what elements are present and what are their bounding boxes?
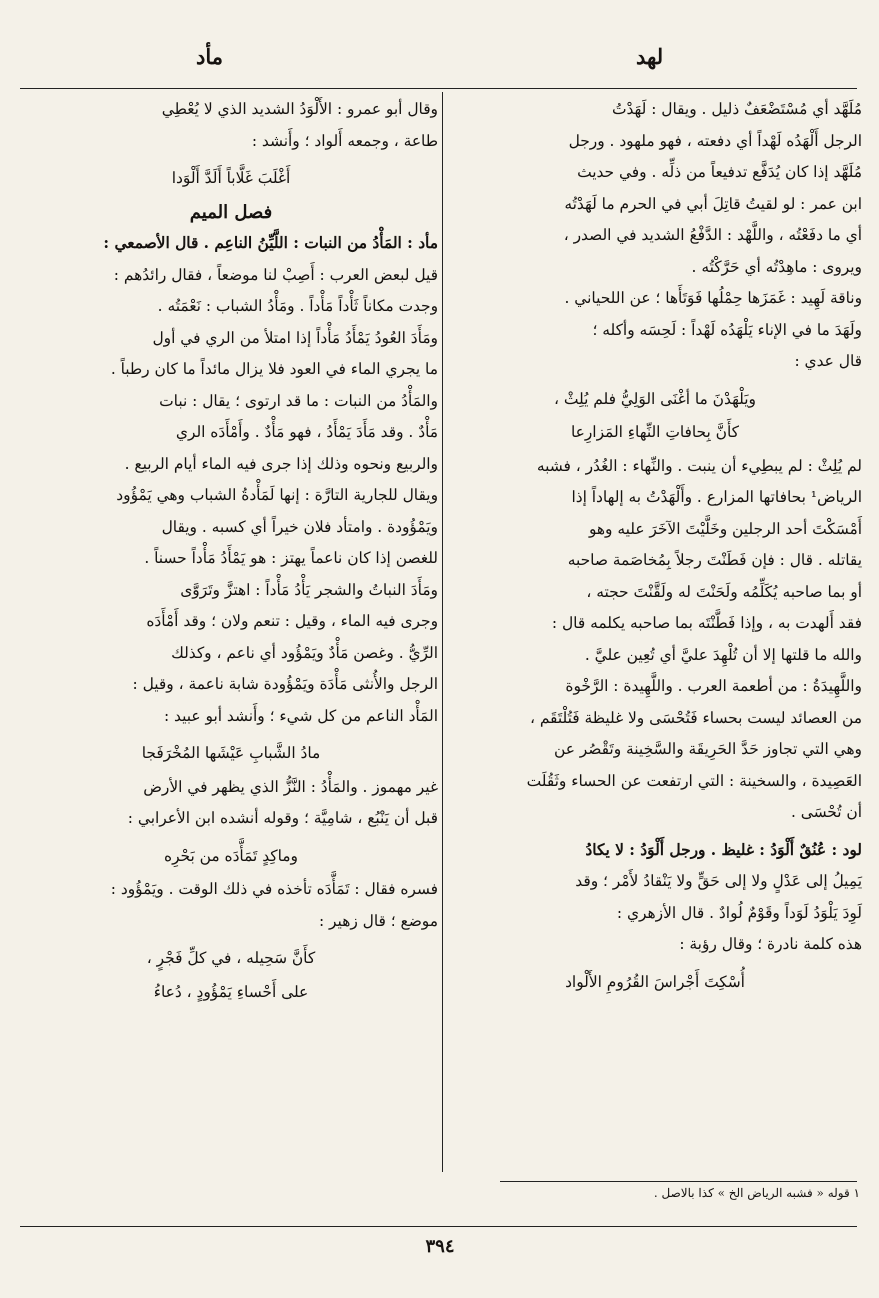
text-line: ما يجري الماء في العود فلا يزال مائداً ما كان رطباً . <box>110 360 438 378</box>
text-line: لم يُلِثْ : لم يبطِيء أن ينبت . والنِّهاء : الغُدُر ، فشبه <box>536 456 862 475</box>
text-line: الرجل والأُنثى مَأْدَة ويَمْؤُودة شابة ناعمة ، وقيل : <box>132 675 438 693</box>
text-line: لود : عُنُقٌ أَلْوَدُ : غليظ . ورجل أَلْوَدُ : لا يكادُ <box>585 840 862 859</box>
text-line: واللَّهِيدَةُ : من أطعمة العرب . واللَّهِيدة : الرَّخْوة <box>565 677 862 695</box>
text-line: مُلَهَّد أي مُسْتَضْعَفٌ ذليل . ويقال : لَهَدْتُ <box>611 100 862 118</box>
text-line: وجدت مكاناً ثَأْداً مَأْداً . ومَأْدُ الشباب : نَعْمَتُه . <box>157 297 438 315</box>
text-line: قبل أن يَنْبُع ، شامِيَّة ؛ وقوله أنشده ابن الأعرابي : <box>127 809 438 827</box>
section-title: فصل الميم <box>189 201 273 223</box>
text-line: وقال أبو عمرو : الأَلْوَدُ الشديد الذي لا يُعْطِي <box>161 100 438 118</box>
text-line: والله ما قلتها إلا أن تُلْهِدَ عليَّ أي تُعِين عليَّ . <box>584 645 862 664</box>
text-line: الرياض¹ بحافاتها المزارع . وأَلْهَدْتُ به إلهاداً إذا <box>571 488 862 506</box>
text-line: وناقة لَهِيد : غَمَزَها حِمْلُها فَوَتَأَها ؛ عن اللحياني . <box>564 289 862 307</box>
verse-line: أَغْلَبَ غَلَّاباً أَلَدَّ أَلْوَدا <box>171 169 291 187</box>
top-rule <box>20 88 857 89</box>
text-line: مَأْدٌ . وقد مَأَدَ يَمْأَدُ ، فهو مَأْدٌ . وأَمْأَدَه الري <box>175 423 438 441</box>
text-line: وهي التي تجاوز حَدَّ الحَرِيقَة والسَّخِينة وتَقْصُر عن <box>554 740 862 758</box>
footnote-rule <box>500 1181 857 1182</box>
running-head-left: مأد <box>196 44 223 69</box>
mad-entry <box>24 228 438 732</box>
text-line: أو بما صاحبه يُكَلِّمُه ولَحَنْتَ له ولَقَّنْتَ حجته ، <box>586 582 862 601</box>
text-line: ويَمْؤُودة . وامتأد فلان خيراً أي كسبه . ويقال <box>161 517 438 536</box>
text-line: ويقال للجارية التارَّة : إنها لَمَأْدةُ الشباب وهي يَمْؤُود <box>116 486 438 504</box>
text-line: طاعة ، وجمعه أَلواد ؛ وأَنشد : <box>251 131 438 150</box>
verse-line: كأَنَّ بِحافاتِ النِّهاءِ المَزارِعا <box>570 423 739 441</box>
text-line: هذه كلمة نادرة ؛ وقال رؤبة : <box>679 935 862 953</box>
text-line: غير مهموز . والمَأْدُ : النَّزُّ الذي يظهر في الأرض <box>143 777 438 796</box>
text-line: ويروى : ماهِدْتُه أي حَرَّكْتُه . <box>691 257 862 276</box>
text-line: والربيع ونحوه وذلك إذا جرى فيه الماء أيام الربيع . <box>124 454 438 473</box>
page-number: ٣٩٤ <box>425 1236 455 1257</box>
text-line: قال عدي : <box>794 352 862 370</box>
lhd-entry <box>448 94 862 378</box>
text-line: لَوِدَ يَلْوَدُ لَوَداً وقَوْمٌ لُوادٌ . قال الأزهري : <box>616 903 862 922</box>
footnote: ١ قوله « فشبه الرياض الخ » كذا بالاصل . <box>653 1186 860 1200</box>
left-column <box>24 94 438 1010</box>
bottom-rule <box>20 1226 857 1227</box>
verse-line: على أَحْساءِ يَمْؤُودٍ ، دُعاءُ <box>153 982 309 1001</box>
text-line: ومَأَدَ العُودُ يَمْأَدُ مَأْداً إذا امتلأ من الري في أول <box>152 328 438 347</box>
text-line: الرِّيُّ . وغصن مَأْدٌ ويَمْؤُود أي ناعم ، وكذلك <box>171 643 438 662</box>
right-column <box>448 94 862 1000</box>
text-line: مأد : المَأْدُ من النبات : اللَّيِّنُ الناعِم . قال الأصمعي : <box>103 234 438 252</box>
lhd-entry-continued <box>448 451 862 829</box>
text-line: المَأْد الناعم من كل شيء ؛ وأَنشد أبو عبيد : <box>163 706 438 725</box>
text-line: وجرى فيه الماء ، وقيل : تنعم ولان ؛ وقد أَمْأَدَه <box>146 612 438 630</box>
text-line: أَمْسَكْتَ أحد الرجلين وخَلَّيْتَ الآخَرَ عليه وهو <box>588 519 862 538</box>
text-line: والمَأْدُ من النبات : ما قد ارتوى ؛ يقال : نبات <box>159 391 438 410</box>
text-line: الرجل أَلْهَدُه لَهْداً أي دفعته ، فهو ملهود . ورجل <box>568 131 862 150</box>
text-line: فسره فقال : تَمَأَّدَه تأخذه في ذلك الوقت . ويَمْؤُود : <box>110 880 438 898</box>
text-line: ابن عمر : لو لقيتُ قاتِلَ أبي في الحرم ما لَهَدْتُه <box>564 194 862 213</box>
verse-line: كأَنَّ سَحِيله ، في كلِّ فَجْرٍ ، <box>146 949 316 967</box>
text-line: قيل لبعض العرب : أَصِبْ لنا موضعاً ، فقال رائدُهم : <box>113 265 438 284</box>
text-line: من العصائد ليست بحساء فَتُحْسَى ولا غليظة فَتُلْتَقَم ، <box>529 708 862 727</box>
running-head-right: لهد <box>636 44 664 69</box>
text-line: العَصِيدة ، والسخينة : التي ارتفعت عن الحساء وثَقُلَت <box>526 771 862 790</box>
text-line: موضع ؛ قال زهير : <box>318 911 438 930</box>
verse-line: ويَلْهَدْنَ ما أغْنَى الوَلِيُّ فلم يُلِثْ ، <box>554 389 756 408</box>
text-line: ولَهَدَ ما في الإناء يَلْهَدُه لَهْداً : لَحِسَه وأكله ؛ <box>592 320 862 339</box>
text-line: يَمِيلُ إلى عَدْلٍ ولا إلى حَقٍّ ولا يَنْقادُ لأَمْر ؛ وقد <box>575 872 862 890</box>
text-line: مُلَهَّد إذا كان يُدَفَّع تدفيعاً من ذلِّه . وفي حديث <box>577 163 862 181</box>
verse-line: مادُ الشَّبابِ عَيْشَها المُخْرَفَجا <box>141 744 321 762</box>
column-divider <box>442 92 443 1172</box>
lwd-entry <box>448 835 862 961</box>
verse-line: وماكِدٍ تَمَأَّدَه من بَحْرِه <box>164 846 298 865</box>
verse-line: أُسْكِتَ أَجْراسَ القُرُومِ الأَلْواد <box>565 972 745 991</box>
text-line: للغصن إذا كان ناعماً يهتز : هو يَمْأَدُ مَأْداً حسناً . <box>144 549 438 567</box>
text-line: ومَأَدَ النباتُ والشجر يَأْدُ مَأْداً : اهتزَّ وتَرَوَّى <box>180 580 438 599</box>
text-line: فقد أَلهدت به ، وإذا فَطَّنْتَه بما صاحبه يكلمه قال : <box>551 614 862 632</box>
text-line: يقاتله . قال : فإن فَطَنْتَ رجلاً بِمُخاصَمة صاحبه <box>567 551 862 569</box>
text-line: أن تُحْسَى . <box>790 803 862 821</box>
text-line: أي ما دفَعْتُه ، واللَّهْد : الدَّفْعُ الشديد في الصدر ، <box>563 226 862 244</box>
